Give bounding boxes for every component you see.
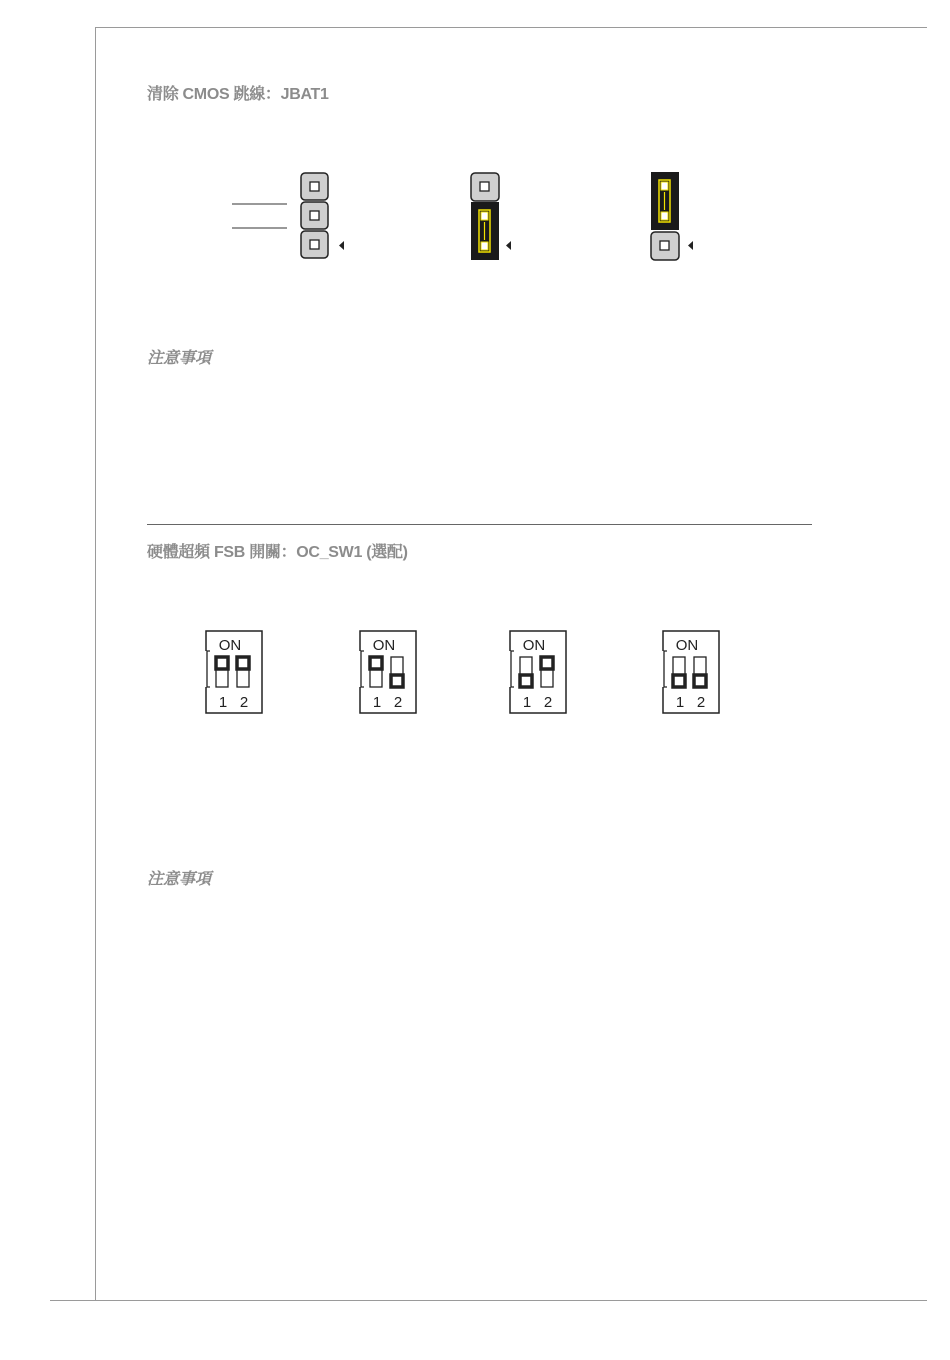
jbat1-note-title: 注意事項 <box>147 350 212 367</box>
dip-pin-2-label: 2 <box>393 694 403 711</box>
dip-pin-2-label: 2 <box>239 694 249 711</box>
dip-pin-1-label: 1 <box>675 694 685 711</box>
dip-pin-1-label: 1 <box>522 694 532 711</box>
dip-on-label: ON <box>675 637 699 654</box>
dip-on-label: ON <box>372 637 396 654</box>
dip-switch-1-on-2-off <box>357 631 416 713</box>
dip-switch-1-off-2-on <box>507 631 566 713</box>
dip-on-label: ON <box>522 637 546 654</box>
dip-switch-both-on <box>203 631 262 713</box>
dip-pin-1-label: 1 <box>372 694 382 711</box>
dip-pin-1-label: 1 <box>218 694 228 711</box>
dip-pin-2-label: 2 <box>696 694 706 711</box>
jbat1-heading: 清除 CMOS 跳線：JBAT1 <box>147 86 329 103</box>
oc-sw1-heading: 硬體超頻 FSB 開關：OC_SW1 (選配) <box>147 544 408 561</box>
dip-switch-both-off <box>660 631 719 713</box>
dip-pin-2-label: 2 <box>543 694 553 711</box>
oc-sw1-note-title: 注意事項 <box>147 871 212 888</box>
dip-on-label: ON <box>218 637 242 654</box>
